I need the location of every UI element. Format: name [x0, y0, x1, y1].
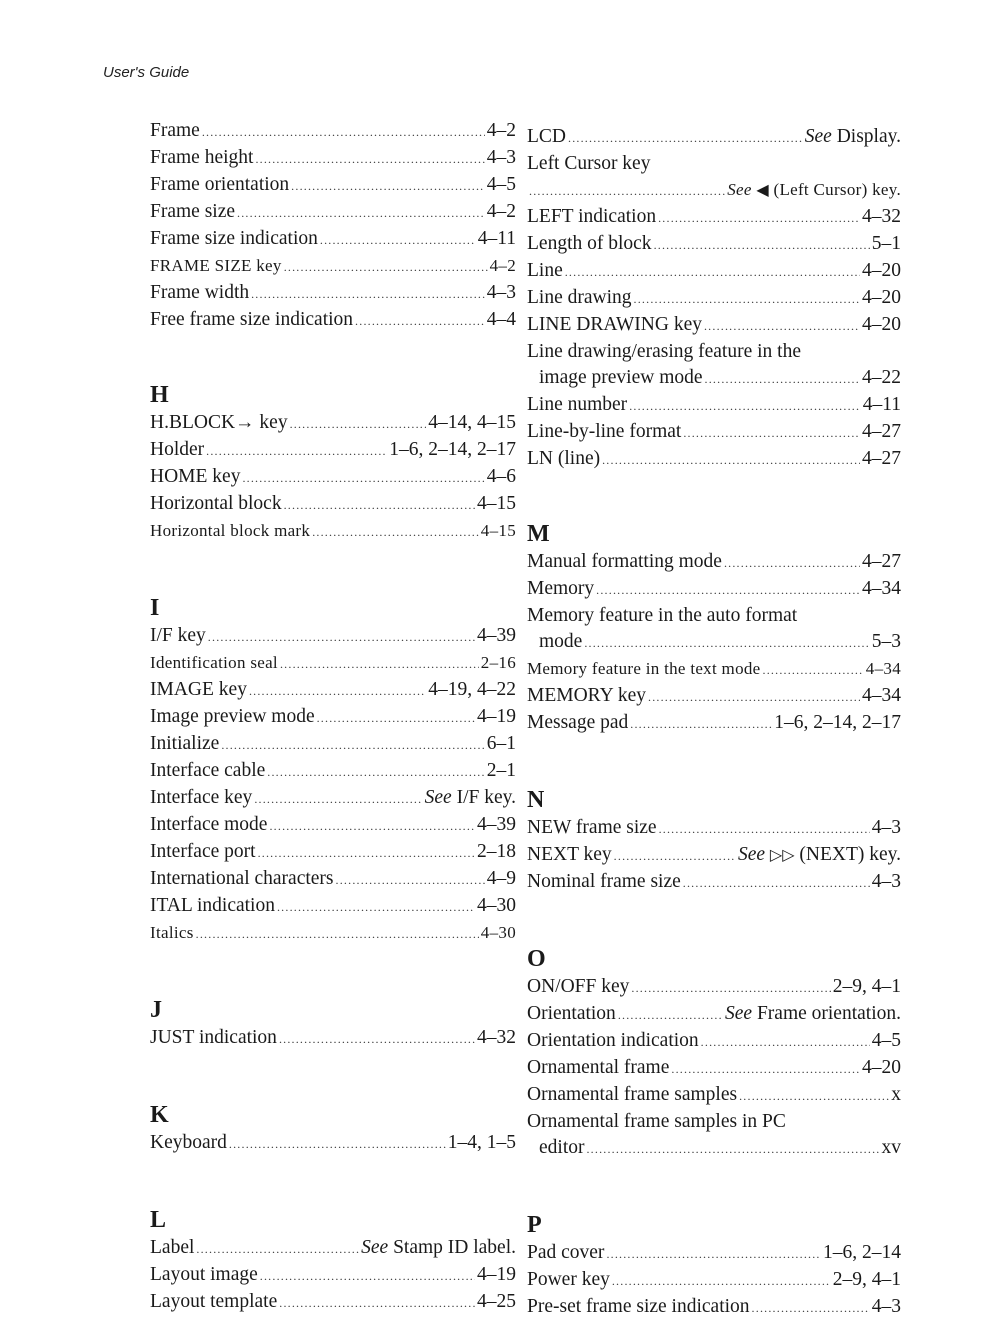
- section-letter-n: N: [527, 787, 545, 813]
- index-entry: MEMORY key ..... 4–34: [527, 683, 901, 710]
- index-entry: NEXT key ..... See ▷▷ (NEXT) key.: [527, 842, 901, 869]
- index-entry: LEFT indication ..... 4–32: [527, 204, 901, 231]
- index-entry: H.BLOCK→ key ..... 4–14, 4–15: [150, 410, 516, 437]
- index-entry: I/F key ..... 4–39: [150, 623, 516, 650]
- index-entry: Ornamental frame samples in PC: [527, 1111, 786, 1132]
- index-entry: Holder ..... 1–6, 2–14, 2–17: [150, 437, 516, 464]
- index-entry: image preview mode ..... 4–22: [527, 365, 901, 392]
- index-entry: Line drawing/erasing feature in the: [527, 341, 801, 362]
- index-entry: Line-by-line format ..... 4–27: [527, 419, 901, 446]
- index-entry: editor ..... xv: [527, 1135, 901, 1162]
- index-entry: NEW frame size ..... 4–3: [527, 815, 901, 842]
- index-entry: Frame ..... 4–2: [150, 118, 516, 145]
- index-entry: Manual formatting mode ..... 4–27: [527, 549, 901, 576]
- index-entry: Orientation indication ..... 4–5: [527, 1028, 901, 1055]
- index-entry: Left Cursor key: [527, 153, 651, 174]
- double-right-triangle-icon: ▷▷: [769, 845, 795, 864]
- index-entry: Power key ..... 2–9, 4–1: [527, 1267, 901, 1294]
- index-entry: LCD ..... See Display.: [527, 124, 901, 151]
- section-letter-j: J: [150, 997, 162, 1023]
- running-header: User's Guide: [103, 64, 190, 81]
- index-column-right: [527, 124, 901, 1321]
- index-entry: Line drawing ..... 4–20: [527, 285, 901, 312]
- index-entry: Layout image ..... 4–19: [150, 1262, 516, 1289]
- index-entry: Line ..... 4–20: [527, 258, 901, 285]
- index-entry: Pre-set frame size indication ..... 4–3: [527, 1294, 901, 1321]
- index-entry: Horizontal block ..... 4–15: [150, 491, 516, 518]
- index-entry: Length of block ..... 5–1: [527, 231, 901, 258]
- index-entry: Interface port ..... 2–18: [150, 839, 516, 866]
- index-entry: ..... See ◀ (Left Cursor) key.: [527, 177, 901, 204]
- left-triangle-icon: ◀: [756, 180, 769, 199]
- index-entry: Identification seal ..... 2–16: [150, 650, 516, 677]
- index-entry: Orientation ..... See Frame orientation.: [527, 1001, 901, 1028]
- index-entry: Memory feature in the auto format: [527, 605, 798, 626]
- index-entry: Ornamental frame ..... 4–20: [527, 1055, 901, 1082]
- section-letter-p: P: [527, 1212, 542, 1238]
- index-entry: ITAL indication ..... 4–30: [150, 893, 516, 920]
- index-entry: International characters ..... 4–9: [150, 866, 516, 893]
- index-entry: Free frame size indication ..... 4–4: [150, 307, 516, 334]
- index-entry: Frame size indication ..... 4–11: [150, 226, 516, 253]
- index-entry: Memory ..... 4–34: [527, 576, 901, 603]
- index-entry: Interface mode ..... 4–39: [150, 812, 516, 839]
- section-letter-o: O: [527, 946, 546, 972]
- index-entry: Memory feature in the text mode ..... 4–34: [527, 656, 901, 683]
- index-entry: mode ..... 5–3: [527, 629, 901, 656]
- index-entry: Frame height ..... 4–3: [150, 145, 516, 172]
- index-entry: Nominal frame size ..... 4–3: [527, 869, 901, 896]
- index-entry: Pad cover ..... 1–6, 2–14: [527, 1240, 901, 1267]
- index-column-left: [150, 118, 516, 1316]
- index-entry: Interface key ..... See I/F key.: [150, 785, 516, 812]
- index-entry: Initialize ..... 6–1: [150, 731, 516, 758]
- index-entry: HOME key ..... 4–6: [150, 464, 516, 491]
- index-entry: Layout template ..... 4–25: [150, 1289, 516, 1316]
- index-entry: Italics ..... 4–30: [150, 920, 516, 947]
- section-letter-l: L: [150, 1207, 167, 1233]
- section-letter-k: K: [150, 1102, 169, 1128]
- index-entry: LN (line) ..... 4–27: [527, 446, 901, 473]
- index-entry: Line number ..... 4–11: [527, 392, 901, 419]
- index-entry: Horizontal block mark ..... 4–15: [150, 518, 516, 545]
- section-letter-i: I: [150, 595, 160, 621]
- index-entry: IMAGE key ..... 4–19, 4–22: [150, 677, 516, 704]
- index-entry: Ornamental frame samples ..... x: [527, 1082, 901, 1109]
- index-entry: Frame size ..... 4–2: [150, 199, 516, 226]
- index-entry: ON/OFF key ..... 2–9, 4–1: [527, 974, 901, 1001]
- index-entry: Message pad ..... 1–6, 2–14, 2–17: [527, 710, 901, 737]
- index-entry: Frame orientation ..... 4–5: [150, 172, 516, 199]
- index-entry: Keyboard ..... 1–4, 1–5: [150, 1130, 516, 1157]
- index-entry: Frame width ..... 4–3: [150, 280, 516, 307]
- section-letter-m: M: [527, 521, 550, 547]
- index-entry: FRAME SIZE key ..... 4–2: [150, 253, 516, 280]
- index-entry: LINE DRAWING key ..... 4–20: [527, 312, 901, 339]
- index-entry: JUST indication ..... 4–32: [150, 1025, 516, 1052]
- section-letter-h: H: [150, 382, 169, 408]
- index-entry: Interface cable ..... 2–1: [150, 758, 516, 785]
- index-entry: Image preview mode ..... 4–19: [150, 704, 516, 731]
- index-entry: Label ..... See Stamp ID label.: [150, 1235, 516, 1262]
